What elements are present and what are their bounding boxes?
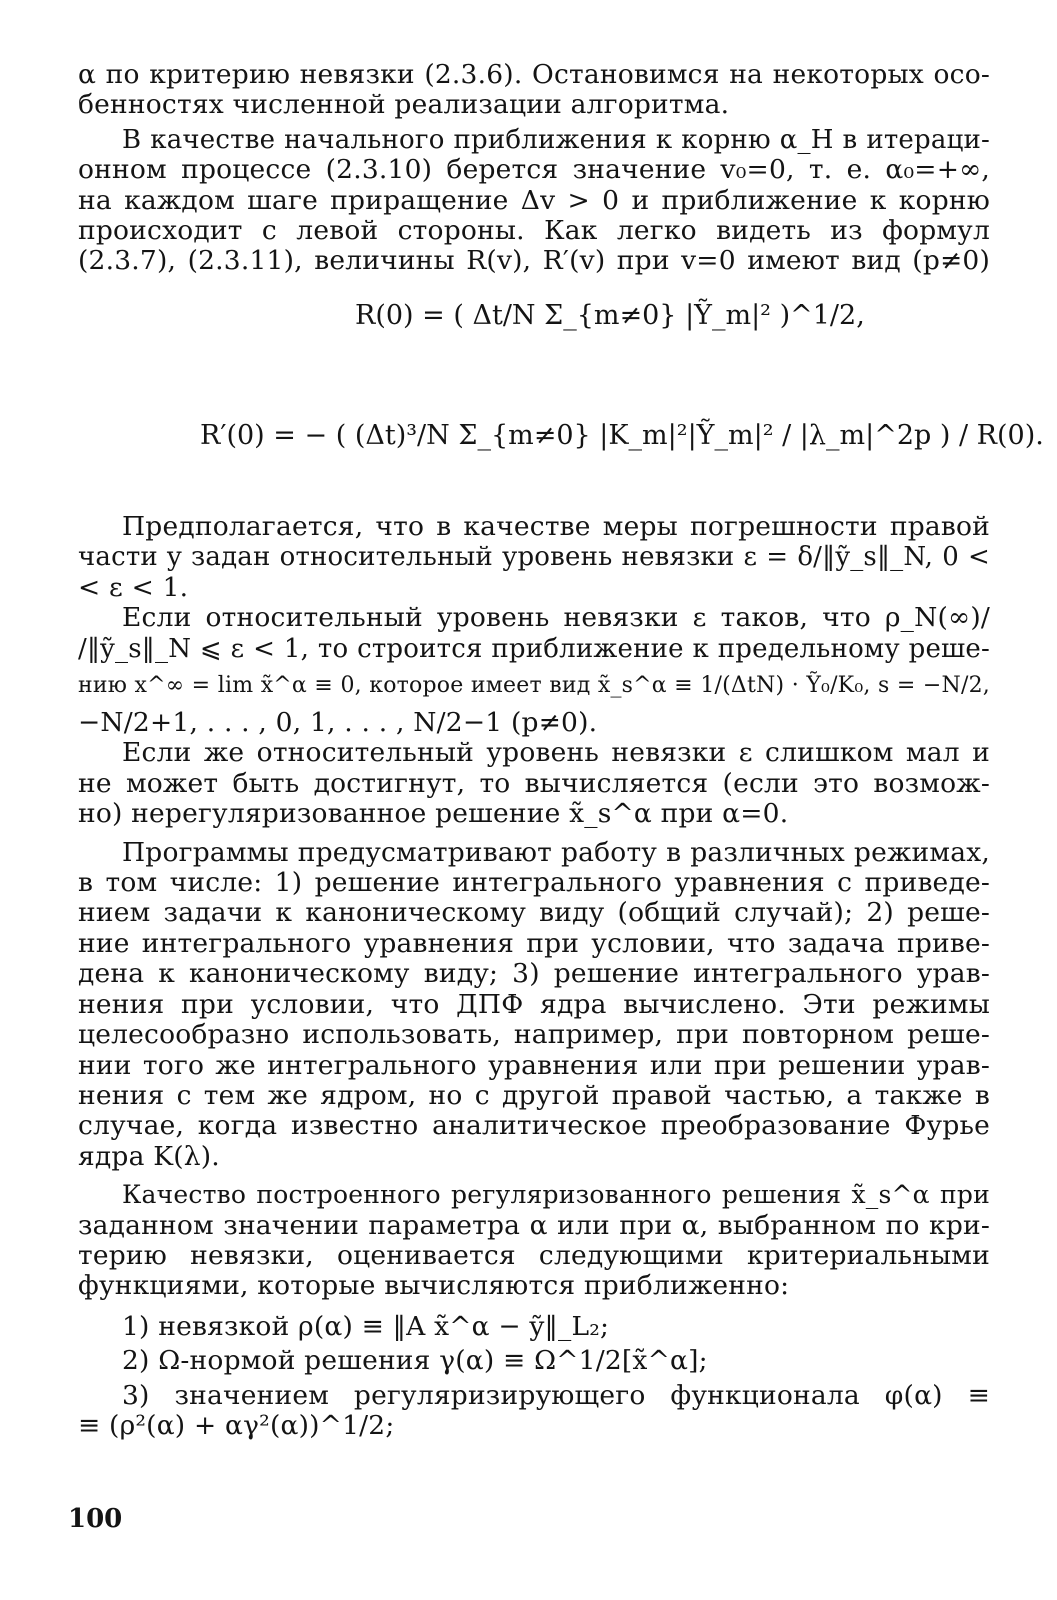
formula-r0-prime (200, 420, 1044, 451)
text-line: не может быть достигнут, то вычисляется (если это возмож- (78, 767, 990, 799)
list-item: 3) значением регуляризирующего функционала φ(α) ≡ (122, 1379, 990, 1411)
text-line: Предполагается, что в качестве меры погрешности правой (122, 511, 990, 542)
text-line: Качество построенного регуляризованного решения x̃_s^α при (122, 1180, 990, 1210)
text-line: бенностях численной реализации алгоритма. (78, 89, 730, 121)
text-line: ние интегрального уравнения при условии, что задача приве- (78, 927, 990, 959)
text-line: но) нерегуляризованное решение x̃_s^α при α=0. (78, 798, 789, 830)
text-line: происходит с левой стороны. Как легко видеть из формул (78, 215, 990, 247)
text-line: на каждом шаге приращение Δv > 0 и приближение к корню (78, 184, 990, 216)
text-line: терию невязки, оценивается следующими критериальными (78, 1239, 990, 1271)
text-line: Программы предусматривают работу в различных режимах, (122, 836, 990, 868)
text-line: дена к каноническому виду; 3) решение интегрального урав- (78, 958, 990, 990)
text-line: −N/2+1, . . . , 0, 1, . . . , N/2−1 (p≠0). (78, 707, 598, 739)
formula-r0-text: R(0) = ( Δt/N Σ_{m≠0} |Ỹ_m|² )^1/2, (355, 300, 865, 331)
text-line: нии того же интегрального уравнения или при решении урав- (78, 1049, 990, 1081)
text-line: онном процессе (2.3.10) берется значение v₀=0, т. е. α₀=+∞, (78, 154, 990, 186)
text-line: В качестве начального приближения к корню α_H в итераци- (122, 124, 990, 155)
formula-r0-prime-text: R′(0) = − ( (Δt)³/N Σ_{m≠0} |K_m|²|Ỹ_m|² / |λ_m|^2p ) / R(0). (200, 420, 1044, 451)
text-line: Если относительный уровень невязки ε таков, что ρ_N(∞)/ (122, 602, 990, 634)
formula-r0 (355, 300, 865, 331)
text-line: (2.3.7), (2.3.11), величины R(v), R′(v) при v=0 имеют вид (p≠0) (78, 245, 990, 277)
text-line: заданном значении параметра α или при α, выбранном по кри- (78, 1209, 990, 1241)
text-line: функциями, которые вычисляются приближенно: (78, 1270, 790, 1302)
text-line: < ε < 1. (78, 571, 189, 603)
text-line: в том числе: 1) решение интегрального уравнения с приведе- (78, 867, 990, 899)
text-line: случае, когда известно аналитическое преобразование Фурье (78, 1110, 990, 1142)
text-line: α по критерию невязки (2.3.6). Остановимся на некоторых осо- (78, 59, 990, 90)
text-line: нию x^∞ = lim x̃^α ≡ 0, которое имеет вид x̃_s^α ≡ 1/(ΔtN) · Ỹ₀/K₀, s = −N/2, (78, 673, 990, 699)
page-number: 100 (68, 1504, 123, 1534)
text-line: Если же относительный уровень невязки ε слишком мал и (122, 737, 990, 769)
text-block-main (78, 512, 990, 1441)
list-item: 2) Ω-нормой решения γ(α) ≡ Ω^1/2[x̃^α]; (122, 1345, 708, 1377)
text-line: нения с тем же ядром, но с другой правой частью, а также в (78, 1079, 990, 1111)
text-line: целесообразно использовать, например, при повторном реше- (78, 1019, 990, 1051)
text-block-top (78, 60, 990, 277)
list-item: ≡ (ρ²(α) + αγ²(α))^1/2; (78, 1409, 395, 1441)
text-line: нием задачи к каноническому виду (общий случай); 2) реше- (78, 897, 990, 929)
list-item: 1) невязкой ρ(α) ≡ ‖A x̃^α − ỹ‖_L₂; (122, 1310, 610, 1342)
text-line: /‖ỹ_s‖_N ⩽ ε < 1, то строится приближение к предельному реше- (78, 633, 990, 664)
text-line: части y задан относительный уровень невязки ε = δ/‖ỹ_s‖_N, 0 < (78, 542, 990, 573)
text-line: нения при условии, что ДПФ ядра вычислено. Эти режимы (78, 988, 990, 1020)
text-line: ядра K(λ). (78, 1140, 220, 1172)
